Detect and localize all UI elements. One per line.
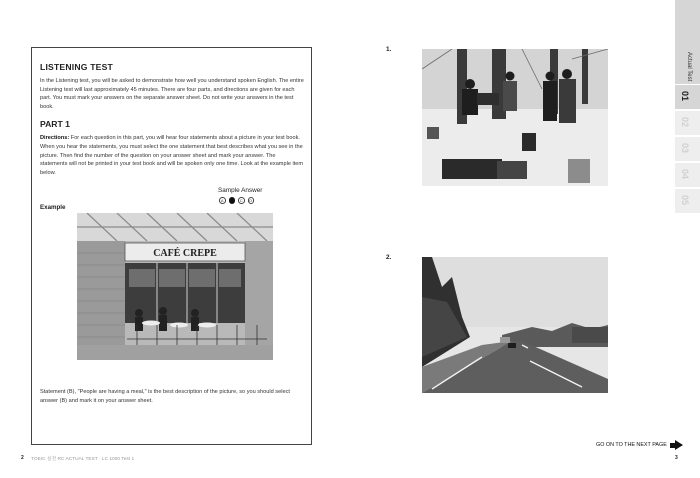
- tab-03-label: 03: [680, 143, 690, 154]
- right-arrow-icon: [675, 440, 683, 450]
- question-number-2: 2.: [386, 254, 392, 261]
- bubble-d: D: [249, 198, 253, 203]
- question-1-photo: [422, 49, 608, 186]
- left-page-number: 2: [21, 455, 24, 461]
- tab-header: [675, 0, 700, 84]
- right-page-number: 3: [675, 455, 678, 461]
- tab-04-label: 04: [680, 169, 690, 180]
- cafe-photo: [77, 213, 273, 360]
- tab-02[interactable]: [675, 110, 700, 135]
- question-2-photo: [422, 257, 608, 393]
- left-page-crumb: TOEIC 실전 RC ACTUAL TEST · LC 1000 Test 1: [31, 457, 135, 462]
- bubble-b-filled: B: [230, 198, 234, 203]
- tab-04[interactable]: [675, 162, 700, 187]
- tab-header-label: Actual Test: [686, 52, 692, 82]
- part-title: PART 1: [40, 119, 70, 130]
- next-page-link[interactable]: [596, 440, 683, 450]
- directions-label: Directions:: [40, 135, 70, 142]
- tab-05-label: 05: [680, 195, 690, 206]
- listening-test-title: LISTENING TEST: [40, 62, 113, 72]
- intro-paragraph: In the Listening test, you will be asked to demonstrate how well you understand spoken English. The entire Listening test will last approximately 45 minutes. There are four parts, and directions are given for each part. You must mark your answers on the separate answer sheet. Do not write your answers in the test book.: [40, 78, 304, 110]
- sample-answer-bubbles: [219, 197, 254, 204]
- example-statement: Statement (B), "People are having a meal," is the best description of the picture, so you should select answer (B) and mark it on your answer sheet.: [40, 389, 290, 404]
- tab-05[interactable]: [675, 188, 700, 213]
- instructions-box: [31, 47, 312, 445]
- bubble-c: C: [239, 198, 243, 203]
- cafe-sign-text: CAFÉ CREPE: [153, 248, 217, 259]
- tab-01[interactable]: [675, 84, 700, 109]
- example-label: Example: [40, 204, 66, 211]
- bubble-a: A: [220, 198, 224, 203]
- tab-02-label: 02: [680, 117, 690, 128]
- question-number-1: 1.: [386, 46, 392, 53]
- directions-text: For each question in this part, you will hear four statements about a picture in your test book. When you hear the statements, you must select the one statement that best describes what you see in the picture. Then find the number of the question on your answer sheet and mark your answer. The statements will not be printed in your test book and will be spoken only one time. Look at the example item below.: [40, 135, 304, 176]
- sample-answer-label: Sample Answer: [218, 187, 263, 194]
- tab-03[interactable]: [675, 136, 700, 161]
- tab-01-label: 01: [680, 91, 690, 102]
- next-page-label: GO ON TO THE NEXT PAGE: [596, 442, 667, 448]
- directions-paragraph: [40, 134, 304, 177]
- actual-test-tabs: [675, 0, 700, 478]
